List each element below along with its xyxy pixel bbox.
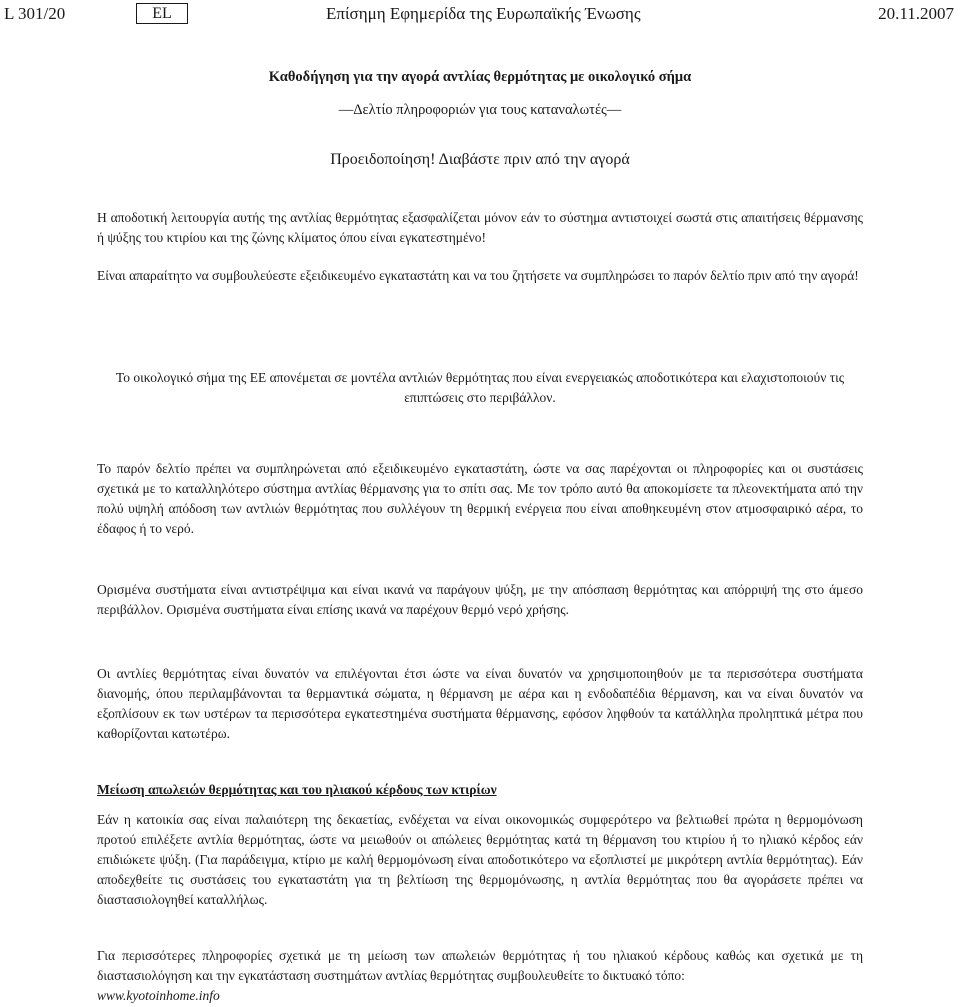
- paragraph-sheet-purpose: Το παρόν δελτίο πρέπει να συμπληρώνεται από εξειδικευμένο εγκαταστάτη, ώστε να σας παρέχονται οι πληροφορίες και οι συστάσεις σχετικά με το καταλληλότερο σύστημα αντλίας θέρμανσης για το σπίτι σας. Με τον τρόπο αυτό θα αποκομίσετε τα πλεονεκτήματα από την πολύ υψηλή απόδοση των αντλιών θερμότητας που συλλέγουν τη θερμική ενέργεια που είναι αποθηκευμένη στον ατμοσφαιρικό αέρα, το έδαφος ή το νερό.: [97, 461, 863, 536]
- section-heading: Μείωση απωλειών θερμότητας και του ηλιακού κέρδους των κτιρίων: [97, 782, 497, 797]
- document-title: Καθοδήγηση για την αγορά αντλίας θερμότητας με οικολογικό σήμα: [268, 69, 692, 85]
- paragraph-efficiency: Η αποδοτική λειτουργία αυτής της αντλίας θερμότητας εξασφαλίζεται μόνον εάν το σύστημα αντιστοιχεί σωστά στις απαιτήσεις θέρμανσης ή ψύξης του κτιρίου και της ζώνης κλίματος όπου είναι εγκατεστημένο!: [97, 210, 863, 245]
- website-link[interactable]: www.kyotoinhome.info: [97, 988, 220, 1003]
- warning-heading: Προειδοποίηση! Διαβάστε πριν από την αγορά: [330, 151, 630, 168]
- paragraph-ecolabel: Το οικολογικό σήμα της ΕΕ απονέμεται σε μοντέλα αντλιών θερμότητας που είναι ενεργειακώς αποδοτικότερα και ελαχιστοποιούν τις επιπτώσεις στο περιβάλλον.: [115, 370, 845, 405]
- paragraph-distribution: Οι αντλίες θερμότητας είναι δυνατόν να επιλέγονται έτσι ώστε να είναι δυνατόν να χρησιμοποιηθούν με τα περισσότερα συστήματα διανομής, όπου περιλαμβάνονται τα θερμαντικά σώματα, η θέρμανση με αέρα και η ενδοδαπέδια θέρμανση, και να είναι δυνατόν να εξοπλίσουν εκ των υστέρων τα περισσότερα εγκατεστημένα συστήματα θέρμανσης, εφόσον ληφθούν τα κατάλληλα προληπτικά μέτρα που καθορίζονται κατωτέρω.: [97, 666, 863, 741]
- journal-title: Επίσημη Εφημερίδα της Ευρωπαϊκής Ένωσης: [326, 4, 641, 23]
- page-header: [0, 3, 960, 27]
- publication-date: 20.11.2007: [878, 4, 954, 23]
- paragraph-installer: Είναι απαραίτητο να συμβουλεύεστε εξειδικευμένο εγκαταστάτη και να του ζητήσετε να συμπληρώσει το παρόν δελτίο πριν από την αγορά!: [97, 268, 859, 283]
- language-box: EL: [136, 3, 188, 24]
- paragraph-insulation: Εάν η κατοικία σας είναι παλαιότερη της δεκαετίας, ενδέχεται να είναι οικονομικώς συμφερότερο να βελτιωθεί πρώτα η θερμομόνωση προτού επιλέξετε αντλία θερμότητας, ώστε να μειωθούν οι απώλειες θερμότητας κατά τη θέρμανση του κτιρίου ή το ηλιακό κέρδος εάν επιδιώκετε ψύξη. (Για παράδειγμα, κτίριο με καλή θερμομόνωση είναι αποδοτικότερο να εξοπλιστεί με μικρότερη αντλία θερμότητας). Εάν αποδεχθείτε τις συστάσεις του εγκαταστάτη για τη βελτίωση της θερμομόνωσης, η αντλία θερμότητας που θα αγοράσετε πρέπει να διαστασιολογηθεί καταλλήλως.: [97, 812, 863, 907]
- document-subtitle: —Δελτίο πληροφοριών για τους καταναλωτές—: [338, 102, 622, 118]
- paragraph-reversible: Ορισμένα συστήματα είναι αντιστρέψιμα και είναι ικανά να παράγουν ψύξη, με την απόσπαση θερμότητας και απόρριψή της στο άμεσο περιβάλλον. Ορισμένα συστήματα είναι επίσης ικανά να παρέχουν θερμό νερό χρήσης.: [97, 582, 863, 617]
- more-info-text: Για περισσότερες πληροφορίες σχετικά με τη μείωση των απωλειών θερμότητας ή του ηλιακού κέρδους καθώς και σχετικά με τη διαστασιολόγηση και την εγκατάσταση συστημάτων αντλίας θερμότητας συμβουλευθείτε το δικτυακό τόπο:: [97, 948, 863, 983]
- paragraph-more-info: [97, 946, 863, 1006]
- page-reference: L 301/20: [4, 4, 66, 23]
